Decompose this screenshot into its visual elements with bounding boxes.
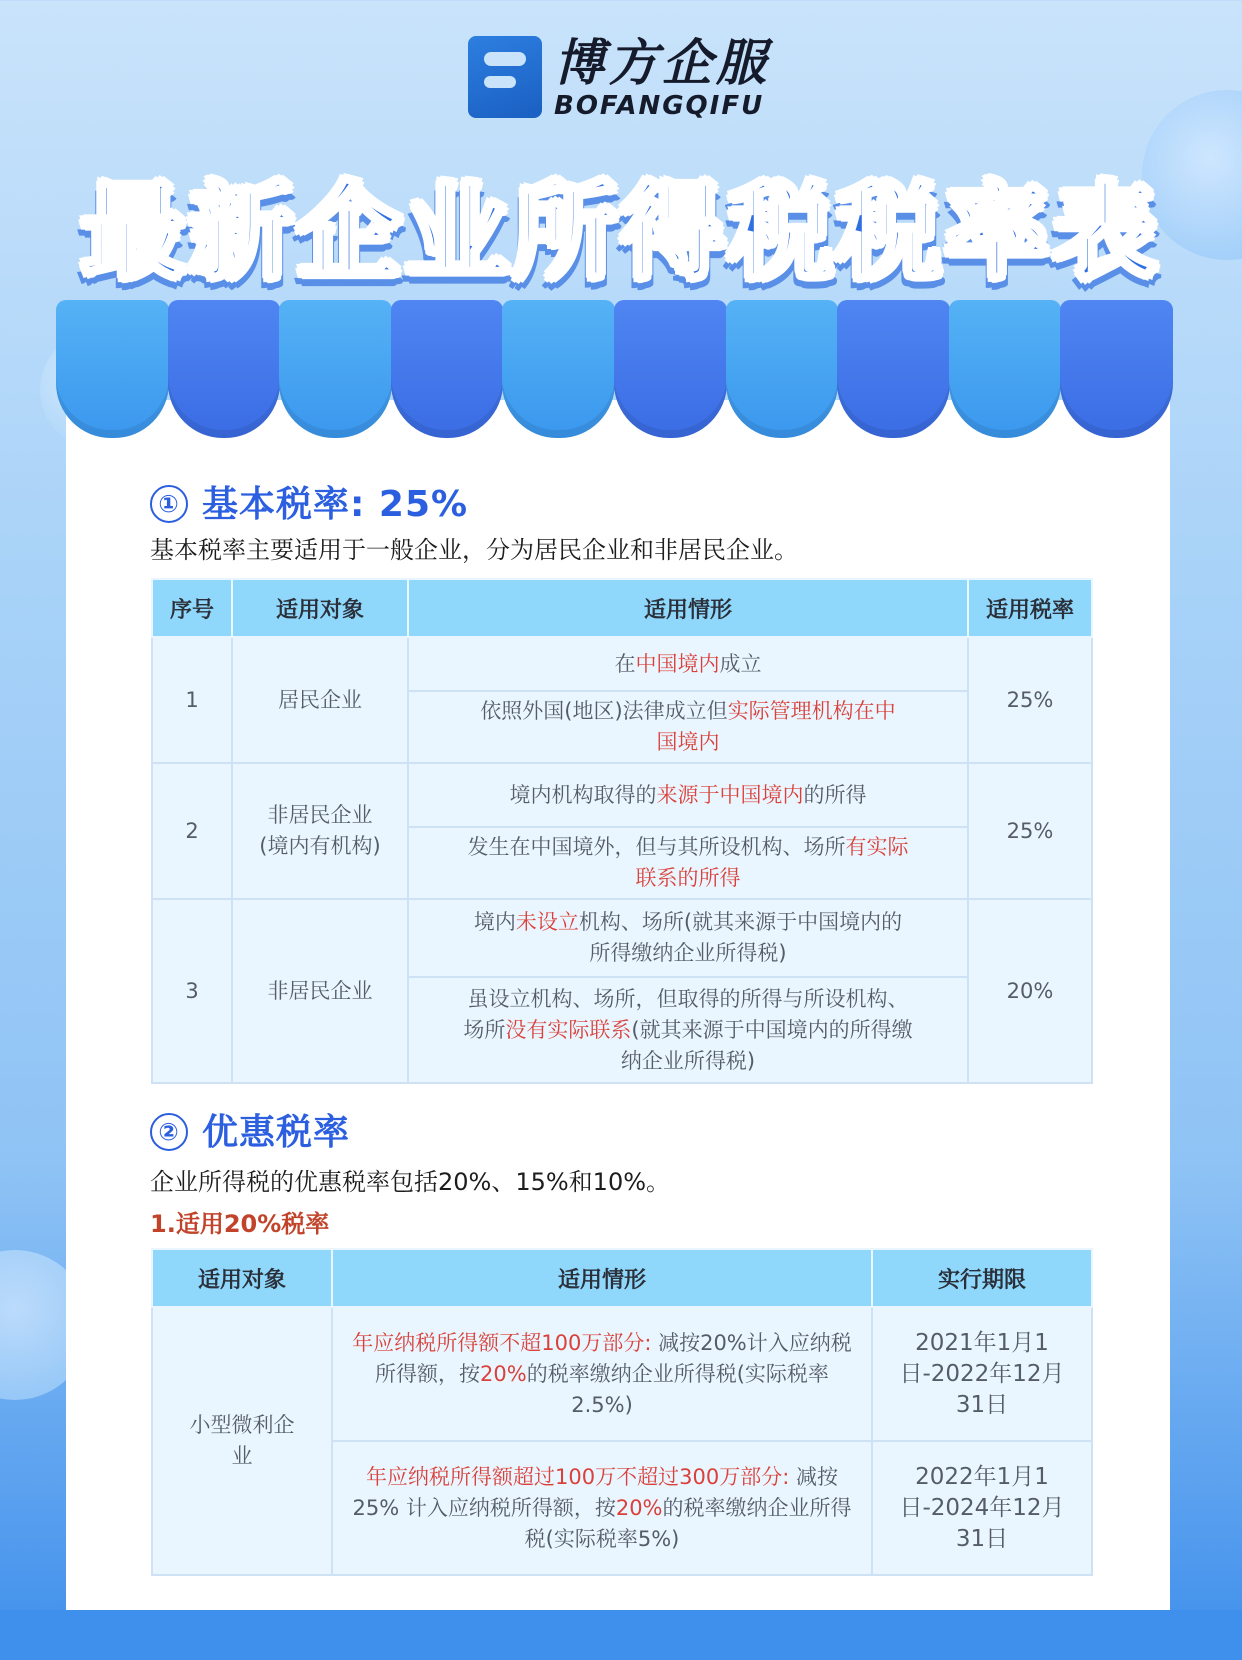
body-text: 在 — [614, 651, 636, 676]
section-2-title-text: 优惠税率 — [202, 1112, 351, 1153]
cell-case — [332, 1307, 872, 1441]
page-title: 最新企业所得税税率表 — [80, 171, 1161, 293]
body-text: 减按20%计入应纳税所得额，按 — [375, 1330, 852, 1386]
table-header-row — [152, 1249, 1092, 1307]
cell-case — [408, 763, 968, 827]
cell-target: 居民企业 — [232, 637, 408, 763]
cell-case — [332, 1441, 872, 1575]
cell-case — [408, 977, 968, 1083]
table-header-row — [152, 579, 1092, 637]
header-target: 适用对象 — [152, 1249, 332, 1307]
awning-scallop — [56, 300, 169, 438]
cell-case — [408, 691, 968, 763]
cell-rate: 20% — [968, 899, 1092, 1083]
highlight-text: 年应纳税所得额不超100万部分: — [352, 1330, 652, 1355]
highlight-text: 有实际联系的所得 — [635, 835, 909, 890]
preferential-rate-table — [151, 1248, 1093, 1576]
highlight-text: 年应纳税所得额超过100万不超过300万部分: — [366, 1464, 790, 1489]
header-case: 适用情形 — [332, 1249, 872, 1307]
cell-seq: 1 — [152, 637, 232, 763]
body-text: 减按25% 计入应纳税所得额，按 — [352, 1464, 838, 1520]
highlight-text: 实际管理机构在中国境内 — [656, 699, 896, 754]
body-text: 的税率缴纳企业所得税(实际税率2.5%) — [526, 1361, 829, 1417]
awning-scallop — [949, 300, 1062, 438]
highlight-text: 20% — [615, 1495, 663, 1520]
body-text: (就其来源于中国境内的所得缴纳企业所得税) — [620, 1017, 913, 1073]
cell-seq: 2 — [152, 763, 232, 899]
basic-rate-table — [151, 578, 1093, 1084]
cell-target: 非居民企业 — [232, 899, 408, 1083]
awning-scallop — [502, 300, 615, 438]
body-text: 依照外国(地区)法律成立但 — [480, 699, 728, 723]
cell-seq: 3 — [152, 899, 232, 1083]
section-1-number: ① — [150, 485, 188, 523]
awning-scallop — [391, 300, 504, 438]
body-text: 成立 — [719, 651, 762, 676]
awning-scallop — [837, 300, 950, 438]
awning-scallop — [279, 300, 392, 438]
header-seq: 序号 — [152, 579, 232, 637]
bottom-bar — [0, 1610, 1242, 1660]
awning-decoration — [56, 300, 1172, 440]
highlight-text: 未设立 — [515, 910, 579, 934]
cell-case — [408, 827, 968, 899]
highlight-text: 20% — [480, 1361, 527, 1386]
section-2-description: 企业所得税的优惠税率包括20%、15%和10%。 — [150, 1168, 671, 1196]
highlight-text: 来源于中国境内 — [656, 782, 804, 807]
section-2-subheading: 1.适用20%税率 — [150, 1210, 330, 1238]
table-row — [152, 899, 1092, 977]
header-target: 适用对象 — [232, 579, 408, 637]
table-row — [152, 637, 1092, 691]
table-row — [152, 763, 1092, 827]
table-row — [152, 1307, 1092, 1441]
cell-target: 小型微利企业 — [152, 1307, 332, 1575]
awning-scallop — [614, 300, 727, 438]
body-text: 境内机构取得的 — [509, 782, 657, 807]
body-text: 发生在中国境外，但与其所设机构、场所 — [467, 835, 846, 859]
cell-rate: 25% — [968, 637, 1092, 763]
header-rate: 适用税率 — [968, 579, 1092, 637]
logo-name-en: BOFANGQIFU — [554, 91, 765, 121]
highlight-text: 没有实际联系 — [505, 1017, 632, 1042]
section-1-title — [150, 476, 468, 527]
section-2-title — [150, 1104, 350, 1155]
cell-case — [408, 637, 968, 691]
header-case: 适用情形 — [408, 579, 968, 637]
awning-scallop — [168, 300, 281, 438]
body-text: 的所得 — [803, 782, 867, 807]
body-text: 的税率缴纳企业所得税(实际税率5%) — [524, 1495, 852, 1551]
brand-logo — [468, 34, 770, 120]
cell-period: 2021年1月1日-2022年12月31日 — [872, 1307, 1092, 1441]
highlight-text: 中国境内 — [635, 651, 720, 676]
body-text: 境内 — [473, 910, 516, 934]
cell-target: 非居民企业(境内有机构) — [232, 763, 408, 899]
cell-period: 2022年1月1日-2024年12月31日 — [872, 1441, 1092, 1575]
awning-scallop — [726, 300, 839, 438]
awning-scallop — [1060, 300, 1173, 438]
logo-mark-icon — [468, 36, 542, 118]
body-text: 虽设立机构、场所，但取得的所得与所设机构、场所 — [463, 986, 909, 1042]
section-1-description: 基本税率主要适用于一般企业，分为居民企业和非居民企业。 — [150, 536, 798, 564]
logo-name-cn: 博方企服 — [554, 34, 770, 92]
cell-case — [408, 899, 968, 977]
cell-rate: 25% — [968, 763, 1092, 899]
section-1-title-text: 基本税率: 25% — [202, 484, 469, 525]
body-text: 机构、场所(就其来源于中国境内的所得缴纳企业所得税) — [578, 910, 903, 965]
section-2-number: ② — [150, 1113, 188, 1151]
header-period: 实行期限 — [872, 1249, 1092, 1307]
